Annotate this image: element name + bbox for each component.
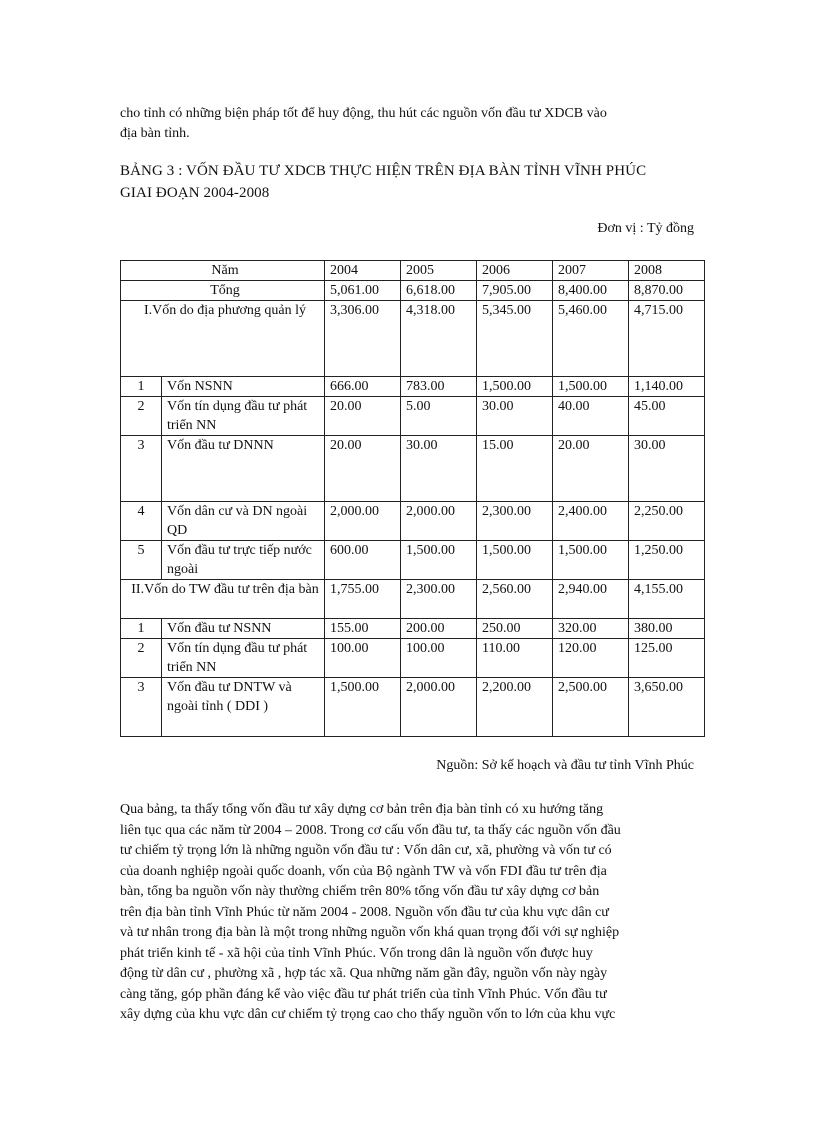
table-cell: 30.00: [629, 436, 705, 502]
row-index: 1: [121, 377, 162, 397]
table-cell: 155.00: [325, 619, 401, 639]
row-label: Vốn tín dụng đầu tư phát triển NN: [162, 639, 325, 678]
row-label: Vốn NSNN: [162, 377, 325, 397]
table-header-row: [121, 261, 705, 281]
table-cell: 4,715.00: [629, 301, 705, 377]
table-row: [121, 436, 705, 502]
table-cell: 1,500.00: [477, 377, 553, 397]
investment-table: [120, 260, 705, 737]
section-row: [121, 580, 705, 619]
table-cell: 1,140.00: [629, 377, 705, 397]
table-row: [121, 639, 705, 678]
table-cell: 1,755.00: [325, 580, 401, 619]
table-cell: 5,460.00: [553, 301, 629, 377]
body-line: trên địa bàn tỉnh Vĩnh Phúc từ năm 2004 - 2008. Nguồn vốn đầu tư của khu vực dân cư: [120, 904, 609, 920]
table-cell: 2,250.00: [629, 502, 705, 541]
table-cell: 1,500.00: [553, 377, 629, 397]
table-title-line: GIAI ĐOẠN 2004-2008: [120, 185, 270, 201]
row-index: 2: [121, 639, 162, 678]
year-header: 2006: [477, 261, 553, 281]
body-paragraph: [120, 800, 698, 1026]
table-row: [121, 541, 705, 580]
row-index: 5: [121, 541, 162, 580]
body-line: động từ dân cư , phường xã , hợp tác xã. Qua những năm gần đây, nguồn vốn này ngày: [120, 966, 608, 981]
table-title: [120, 160, 700, 204]
table-cell: 600.00: [325, 541, 401, 580]
table-cell: 110.00: [477, 639, 553, 678]
table-row: [121, 397, 705, 436]
table-cell: 100.00: [325, 639, 401, 678]
body-line: liên tục qua các năm từ 2004 – 2008. Trong cơ cấu vốn đầu tư, ta thấy các nguồn vốn đầu: [120, 822, 621, 838]
row-label: Vốn đầu tư NSNN: [162, 619, 325, 639]
table-row: [121, 619, 705, 639]
table-cell: 2,000.00: [325, 502, 401, 541]
table-cell: 7,905.00: [477, 281, 553, 301]
table-cell: 20.00: [325, 436, 401, 502]
table-cell: 2,500.00: [553, 678, 629, 737]
table-cell: 5.00: [401, 397, 477, 436]
table-title-line: BẢNG 3 : VỐN ĐẦU TƯ XDCB THỰC HIỆN TRÊN ĐỊA BÀN TỈNH VĨNH PHÚC: [120, 163, 647, 179]
row-label: Vốn đầu tư DNTW và ngoài tỉnh ( DDI ): [162, 678, 325, 737]
body-line: phát triển kinh tế - xã hội của tỉnh Vĩnh Phúc. Vốn trong dân là nguồn vốn được huy: [120, 945, 593, 961]
table-row: [121, 502, 705, 541]
table-cell: 1,500.00: [325, 678, 401, 737]
table-cell: 4,318.00: [401, 301, 477, 377]
row-index: 3: [121, 436, 162, 502]
table-row: [121, 678, 705, 737]
table-cell: 20.00: [553, 436, 629, 502]
table-cell: 666.00: [325, 377, 401, 397]
body-line: bàn, tổng ba nguồn vốn này thường chiếm trên 80% tổng vốn đầu tư xây dựng cơ bản: [120, 884, 600, 899]
table-cell: 2,560.00: [477, 580, 553, 619]
table-cell: 5,061.00: [325, 281, 401, 301]
year-header: 2004: [325, 261, 401, 281]
table-cell: 2,400.00: [553, 502, 629, 541]
table-cell: 3,650.00: [629, 678, 705, 737]
table-cell: 5,345.00: [477, 301, 553, 377]
row-label: Vốn đầu tư DNNN: [162, 436, 325, 502]
table-cell: 2,300.00: [401, 580, 477, 619]
table-cell: 1,250.00: [629, 541, 705, 580]
table-cell: 8,870.00: [629, 281, 705, 301]
table-cell: 2,000.00: [401, 678, 477, 737]
table-cell: 1,500.00: [553, 541, 629, 580]
row-label: Vốn đầu tư trực tiếp nước ngoài: [162, 541, 325, 580]
table-cell: 15.00: [477, 436, 553, 502]
table-cell: 100.00: [401, 639, 477, 678]
table-cell: 20.00: [325, 397, 401, 436]
table-cell: 1,500.00: [477, 541, 553, 580]
intro-paragraph: [120, 104, 700, 143]
header-year-label: Năm: [121, 261, 325, 281]
table-row: [121, 377, 705, 397]
table-cell: 4,155.00: [629, 580, 705, 619]
table-cell: 1,500.00: [401, 541, 477, 580]
year-header: 2005: [401, 261, 477, 281]
table-cell: 380.00: [629, 619, 705, 639]
intro-line: cho tỉnh có những biện pháp tốt để huy động, thu hút các nguồn vốn đầu tư XDCB vào: [120, 106, 607, 121]
table-cell: 2,300.00: [477, 502, 553, 541]
body-line: và tư nhân trong địa bàn là một trong những nguồn vốn khá quan trọng đối với sự nghiệp: [120, 925, 620, 940]
table-cell: 125.00: [629, 639, 705, 678]
total-row: [121, 281, 705, 301]
section-label: I.Vốn do địa phương quản lý: [121, 301, 325, 377]
table-cell: 2,940.00: [553, 580, 629, 619]
row-label: Vốn tín dụng đầu tư phát triển NN: [162, 397, 325, 436]
year-header: 2007: [553, 261, 629, 281]
table-cell: 2,200.00: [477, 678, 553, 737]
source-note: Nguồn: Sở kế hoạch và đầu tư tỉnh Vĩnh Phúc: [436, 758, 694, 773]
total-label: Tổng: [121, 281, 325, 301]
table-cell: 45.00: [629, 397, 705, 436]
row-label: Vốn dân cư và DN ngoài QD: [162, 502, 325, 541]
section-label: II.Vốn do TW đầu tư trên địa bàn: [121, 580, 325, 619]
row-index: 1: [121, 619, 162, 639]
table-cell: 120.00: [553, 639, 629, 678]
body-line: tư chiếm tỷ trọng lớn là những nguồn vốn đầu tư : Vốn dân cư, xã, phường và vốn tư có: [120, 843, 612, 858]
unit-label: Đơn vị : Tỷ đồng: [597, 221, 694, 236]
table-cell: 200.00: [401, 619, 477, 639]
section-row: [121, 301, 705, 377]
table-cell: 30.00: [401, 436, 477, 502]
intro-line: địa bàn tỉnh.: [120, 125, 190, 141]
body-line: càng tăng, góp phần đáng kể vào việc đầu tư phát triển của tỉnh Vĩnh Phúc. Vốn đầu tư: [120, 986, 607, 1002]
table-cell: 250.00: [477, 619, 553, 639]
row-index: 4: [121, 502, 162, 541]
year-header: 2008: [629, 261, 705, 281]
body-line: xây dựng của khu vực dân cư chiếm tỷ trọng cao cho thấy nguồn vốn to lớn của khu vực: [120, 1007, 616, 1022]
table-cell: 30.00: [477, 397, 553, 436]
table-cell: 8,400.00: [553, 281, 629, 301]
row-index: 3: [121, 678, 162, 737]
table-cell: 2,000.00: [401, 502, 477, 541]
table-cell: 40.00: [553, 397, 629, 436]
table-cell: 6,618.00: [401, 281, 477, 301]
table-cell: 783.00: [401, 377, 477, 397]
table-cell: 320.00: [553, 619, 629, 639]
body-line: của doanh nghiệp ngoài quốc doanh, vốn của Bộ ngành TW và vốn FDI đầu tư trên địa: [120, 863, 607, 879]
table-cell: 3,306.00: [325, 301, 401, 377]
row-index: 2: [121, 397, 162, 436]
body-line: Qua bảng, ta thấy tổng vốn đầu tư xây dựng cơ bản trên địa bàn tỉnh có xu hướng tăng: [120, 802, 604, 817]
